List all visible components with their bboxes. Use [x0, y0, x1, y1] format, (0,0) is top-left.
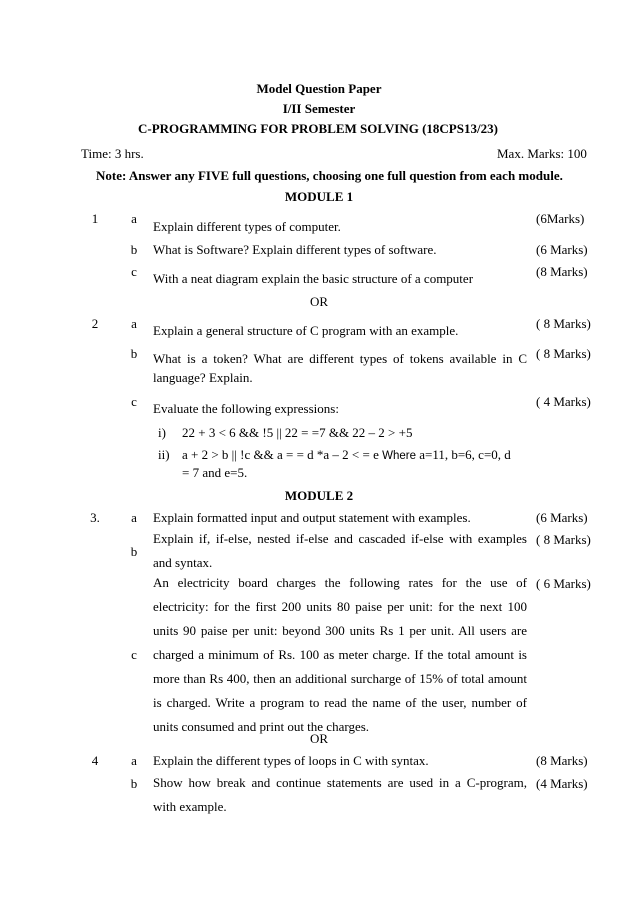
marks-label: ( 6 Marks) — [536, 576, 591, 591]
marks-label: (6Marks) — [536, 211, 585, 226]
course-name: C-PROGRAMMING FOR PROBLEM SOLVING — [138, 121, 419, 136]
expression-values: a=11, b=6, c=0, d — [415, 447, 511, 462]
paper-title: Model Question Paper — [256, 81, 382, 96]
max-marks-label: Max. Marks: 100 — [497, 146, 587, 161]
marks-label: ( 4 Marks) — [536, 394, 591, 409]
question-text: Evaluate the following expressions: — [153, 401, 339, 416]
module-1-heading: MODULE 1 — [284, 189, 354, 204]
marks-label: (6 Marks) — [536, 242, 588, 257]
expression-label: i) — [158, 425, 166, 440]
subquestion-label: c — [131, 647, 137, 662]
marks-label: (6 Marks) — [536, 510, 588, 525]
subquestion-label: b — [130, 776, 138, 791]
subquestion-label: b — [130, 544, 138, 559]
subquestion-label: a — [131, 753, 137, 768]
expression-label: ii) — [158, 447, 170, 462]
subquestion-label: c — [131, 394, 137, 409]
question-text: Explain if, if-else, nested if-else and cascaded if-else with examples and syntax. — [153, 531, 527, 571]
marks-label: (8 Marks) — [536, 264, 588, 279]
expression-text — [182, 447, 511, 463]
subquestion-label: c — [131, 264, 137, 279]
question-text: What is Software? Explain different types of software. — [153, 242, 437, 257]
subquestion-label: b — [130, 242, 138, 257]
subquestion-label: a — [131, 211, 137, 226]
question-number: 1 — [91, 211, 99, 226]
subquestion-label: a — [131, 316, 137, 331]
question-number: 2 — [91, 316, 99, 331]
time-label: Time: 3 hrs. — [81, 146, 144, 161]
expression-part: a + 2 > b || !c && a = = d *a – 2 < = e — [182, 447, 383, 462]
question-text: With a neat diagram explain the basic structure of a computer — [153, 271, 474, 286]
question-text: Explain different types of computer. — [153, 219, 341, 234]
question-text: What is a token? What are different types of tokens available in C language? Explain. — [153, 351, 527, 385]
semester-line: I/II Semester — [282, 101, 356, 116]
marks-label: ( 8 Marks) — [536, 532, 591, 547]
question-text: Show how break and continue statements are used in a C-program, with example. — [153, 775, 527, 815]
marks-label: (8 Marks) — [536, 753, 588, 768]
subquestion-label: a — [131, 510, 137, 525]
question-number: 3. — [90, 510, 100, 525]
marks-label: ( 8 Marks) — [536, 316, 591, 331]
question-text: Explain formatted input and output statement with examples. — [153, 510, 471, 525]
expression-continuation: = 7 and e=5. — [182, 465, 248, 480]
question-text: Explain a general structure of C program with an example. — [153, 323, 459, 338]
marks-label: ( 8 Marks) — [536, 346, 591, 361]
instructions-note: Note: Answer any FIVE full questions, choosing one full question from each module. — [96, 168, 563, 183]
course-code: (18CPS13/23) — [422, 121, 498, 136]
module-2-heading: MODULE 2 — [284, 488, 354, 503]
subquestion-label: b — [130, 346, 138, 361]
where-word: Where — [382, 450, 416, 462]
or-separator: OR — [309, 731, 329, 746]
marks-label: (4 Marks) — [536, 776, 588, 791]
expression-text: 22 + 3 < 6 && !5 || 22 = =7 && 22 – 2 > +5 — [182, 425, 413, 440]
question-number: 4 — [91, 753, 99, 768]
question-text: An electricity board charges the following rates for the use of electricity: for the first 200 units 80 paise per unit: for the next 100 units 90 paise per unit: beyond 300 units Rs 1 per unit. All users are charged a minimum of Rs. 100 as meter charge. If the total amount is more than Rs 400, then an additional surcharge of 15% of total amount is charged. Write a program to read the name of the user, number of units consumed and print out the charges. — [153, 575, 527, 735]
course-title — [138, 121, 498, 137]
question-text: Explain the different types of loops in C with syntax. — [153, 753, 429, 768]
or-separator: OR — [309, 294, 329, 309]
